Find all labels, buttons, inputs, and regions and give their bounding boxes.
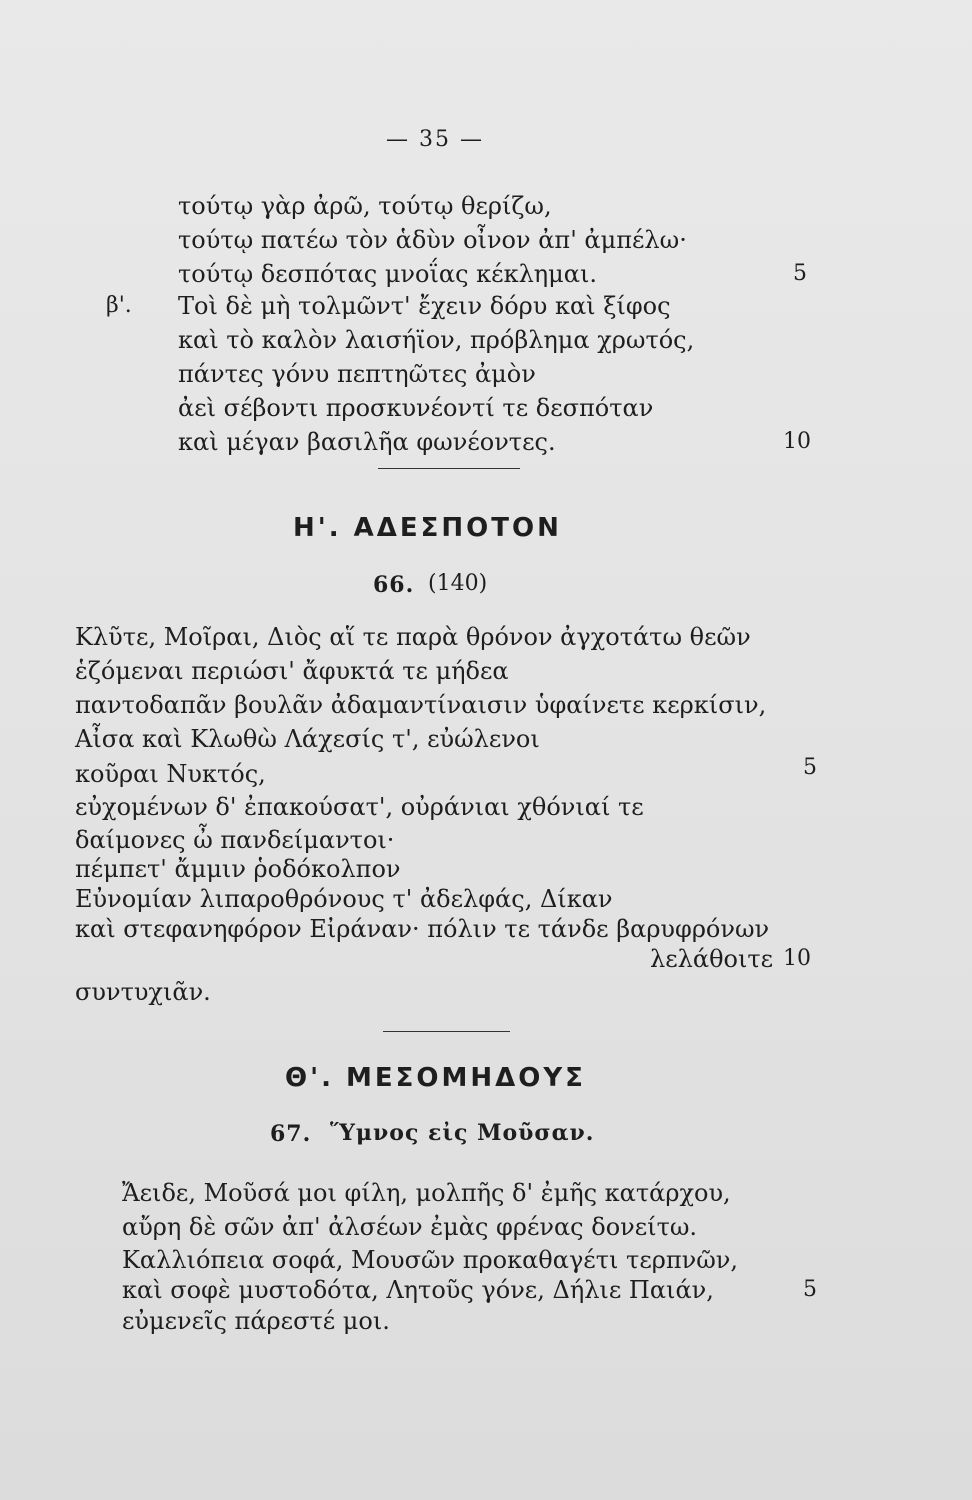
- verse-line: κοῦραι Νυκτός,: [75, 760, 266, 788]
- line-number: 5: [803, 1277, 817, 1302]
- strophe-marker: β'.: [106, 293, 132, 318]
- verse-line: Κλῦτε, Μοῖραι, Διὸς αἵ τε παρὰ θρόνον ἀγχοτάτω θεῶν: [75, 623, 751, 651]
- verse-line: Αἶσα καὶ Κλωθὼ Λάχεσίς τ', εὐώλενοι: [75, 725, 540, 753]
- verse-line: τούτῳ δεσπότας μνοΐας κέκλημαι.: [178, 260, 598, 288]
- verse-line: Καλλιόπεια σοφά, Μουσῶν προκαθαγέτι τερπνῶν,: [122, 1246, 739, 1274]
- verse-line: πέμπετ' ἄμμιν ῥοδόκολπον: [75, 855, 401, 883]
- section-heading: Η'. ΑΔΕΣΠΟΤΟΝ: [293, 513, 562, 543]
- verse-line: παντοδαπᾶν βουλᾶν ἀδαμαντίναισιν ὑφαίνετε κερκίσιν,: [75, 691, 767, 719]
- verse-line: εὐμενεῖς πάρεστέ μοι.: [122, 1307, 390, 1335]
- section-divider: [383, 1031, 510, 1032]
- verse-line: καὶ τὸ καλὸν λαισήϊον, πρόβλημα χρωτός,: [178, 326, 695, 354]
- line-number: 10: [783, 429, 811, 454]
- verse-line: αὔρη δὲ σῶν ἀπ' ἀλσέων ἐμὰς φρένας δονείτω.: [122, 1213, 698, 1241]
- verse-line: εὐχομένων δ' ἐπακούσατ', οὐράνιαι χθόνιαί τε: [75, 793, 644, 821]
- fragment-number: 67.: [270, 1121, 312, 1147]
- verse-line: συντυχιᾶν.: [75, 978, 211, 1006]
- fragment-number: 66.: [373, 572, 415, 598]
- verse-line: καὶ στεφανηφόρον Εἰράναν· πόλιν τε τάνδε βαρυφρόνων: [75, 915, 770, 943]
- verse-line: Ἄειδε, Μοῦσά μοι φίλη, μολπῆς δ' ἐμῆς κατάρχου,: [122, 1179, 731, 1207]
- verse-line: ἀεὶ σέβοντι προσκυνέοντί τε δεσπόταν: [178, 394, 654, 422]
- verse-line: Τοὶ δὲ μὴ τολμῶντ' ἔχειν δόρυ καὶ ξίφος: [178, 292, 671, 320]
- line-number: 10: [783, 946, 811, 971]
- verse-line: Εὐνομίαν λιπαροθρόνους τ' ἀδελφάς, Δίκαν: [75, 885, 613, 913]
- verse-line: τούτῳ πατέω τὸν ἁδὺν οἶνον ἀπ' ἀμπέλω·: [178, 226, 687, 254]
- verse-line: λελάθοιτε: [650, 945, 774, 973]
- fragment-reference: (140): [428, 571, 488, 596]
- verse-line: ἑζόμεναι περιώσι' ἄφυκτά τε μήδεα: [75, 657, 509, 685]
- page-number: — 35 —: [386, 127, 484, 152]
- line-number: 5: [803, 755, 817, 780]
- section-divider: [378, 468, 520, 469]
- verse-line: τούτῳ γὰρ ἀρῶ, τούτῳ θερίζω,: [178, 192, 552, 220]
- section-heading: Θ'. ΜΕΣΟΜΗΔΟΥΣ: [285, 1063, 586, 1093]
- verse-line: καὶ σοφὲ μυστοδότα, Λητοῦς γόνε, Δήλιε Παιάν,: [122, 1276, 714, 1304]
- fragment-title: Ὕμνος εἰς Μοῦσαν.: [330, 1120, 595, 1146]
- verse-line: πάντες γόνυ πεπτηῶτες ἀμὸν: [178, 360, 536, 388]
- verse-line: καὶ μέγαν βασιλῆα φωνέοντες.: [178, 428, 556, 456]
- line-number: 5: [793, 261, 807, 286]
- verse-line: δαίμονες ὦ πανδείμαντοι·: [75, 826, 395, 854]
